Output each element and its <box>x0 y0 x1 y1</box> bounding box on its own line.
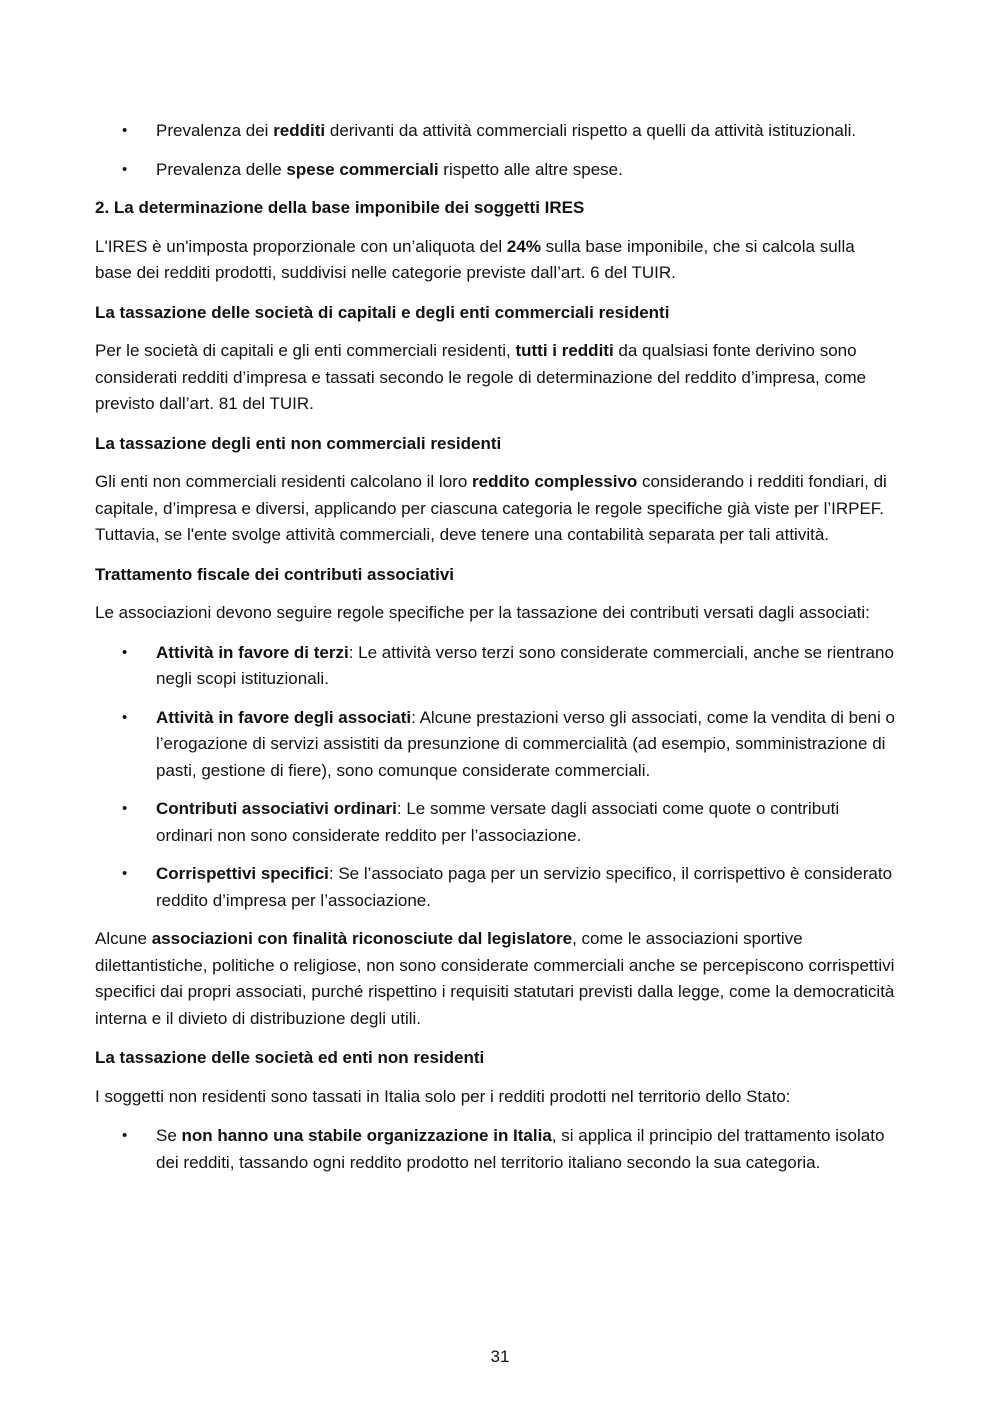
paragraph-bold: associazioni con finalità riconosciute dal legislatore <box>151 929 573 948</box>
paragraph <box>95 338 895 418</box>
criteria-list <box>95 118 895 183</box>
list-item-text-bold: Attività in favore degli associati <box>156 707 412 727</box>
bullet-icon: • <box>122 708 128 726</box>
list-item-text-post: : Le somme versate dagli associati come quote o contributi ordinari non sono considerate reddito per l’associazione. <box>156 799 840 845</box>
list-item-text-post: derivanti da attività commerciali rispetto a quelli da attività istituzionali. <box>325 121 857 140</box>
list-item-text-bold: Attività in favore di terzi <box>156 642 349 662</box>
contributi-list <box>95 640 895 915</box>
nonresidenti-list <box>95 1123 895 1176</box>
bullet-icon: • <box>122 1127 128 1144</box>
section-heading: 2. La determinazione della base imponibile dei soggetti IRES <box>95 198 585 217</box>
list-item <box>95 157 895 184</box>
paragraph-text: da qualsiasi fonte derivino sono considerati redditi d’impresa e tassati secondo le regole di determinazione del reddito d’impresa, come previsto dall’art. 81 del TUIR. <box>95 341 867 413</box>
paragraph-bold: tutti i redditi <box>515 341 614 360</box>
list-item <box>95 705 895 785</box>
paragraph <box>95 926 895 1032</box>
list-item <box>95 118 895 145</box>
subsection-heading: La tassazione delle società ed enti non residenti <box>95 1048 485 1067</box>
paragraph-text: Alcune <box>95 929 152 948</box>
list-item-text-post: rispetto alle altre spese. <box>438 159 623 179</box>
list-item <box>95 1123 895 1176</box>
list-item-text-post: : Alcune prestazioni verso gli associati, come la vendita di beni o l’erogazione di servizi assistiti da presunzione di commercialità (ad esempio, somministrazione di pasti, gestione di fiere), sono comunque considerate commerciali. <box>156 707 895 780</box>
paragraph-text: Gli enti non commerciali residenti calcolano il loro <box>95 472 472 491</box>
list-item-text-bold: non hanno una stabile organizzazione in Italia <box>181 1126 552 1145</box>
list-item-text-bold: Corrispettivi specifici <box>156 864 329 883</box>
paragraph: I soggetti non residenti sono tassati in Italia solo per i redditi prodotti nel territorio dello Stato: <box>95 1086 791 1106</box>
list-item-text-pre: Prevalenza delle <box>156 159 287 179</box>
paragraph-text: L'IRES è un'imposta proporzionale con un’aliquota del <box>95 236 507 256</box>
document-page <box>95 118 895 1188</box>
subsection-heading: La tassazione delle società di capitali e degli enti commerciali residenti <box>95 302 670 322</box>
bullet-icon: • <box>122 800 128 817</box>
paragraph-text: sulla base imponibile, che si calcola sulla base dei redditi prodotti, suddivisi nelle categorie previste dall’art. 6 del TUIR. <box>95 236 855 282</box>
list-item-text-bold: redditi <box>273 121 326 140</box>
paragraph-bold: reddito complessivo <box>472 472 638 491</box>
paragraph-text: Per le società di capitali e gli enti commerciali residenti, <box>95 341 516 360</box>
paragraph-text: considerando i redditi fondiari, di capitale, d’impresa e diversi, applicando per ciascuna categoria le regole specifiche già viste per l’IRPEF. Tuttavia, se l'ente svolge attività commerciali, deve tenere una contabilità separata per tali attività. <box>95 472 887 544</box>
list-item-text-post: : Le attività verso terzi sono considerate commerciali, anche se rientrano negli scopi istituzionali. <box>156 642 894 688</box>
list-item <box>95 861 895 914</box>
bullet-icon: • <box>122 160 128 178</box>
paragraph-bold: 24% <box>506 236 541 256</box>
list-item-text-pre: Prevalenza dei <box>156 121 274 140</box>
bullet-icon: • <box>122 122 128 139</box>
list-item-text-bold: spese commerciali <box>286 159 439 179</box>
list-item-text-pre: Se <box>156 1126 182 1145</box>
bullet-icon: • <box>122 643 128 661</box>
list-item-text-bold: Contributi associativi ordinari <box>156 799 397 818</box>
paragraph-text: , come le associazioni sportive dilettantistiche, politiche o religiose, non sono considerate commerciali anche se percepiscono corrispettivi specifici dai propri associati, purché rispettino i requisiti statutari previsti dalla legge, come la democraticità interna e il divieto di distribuzione degli utili. <box>95 929 895 1028</box>
bullet-icon: • <box>122 865 128 882</box>
paragraph <box>95 234 895 287</box>
paragraph: Le associazioni devono seguire regole specifiche per la tassazione dei contributi versati dagli associati: <box>95 603 870 622</box>
subsection-heading: Trattamento fiscale dei contributi associativi <box>95 564 454 584</box>
list-item <box>95 640 895 693</box>
list-item-text-post: , si applica il principio del trattamento isolato dei redditi, tassando ogni reddito prodotto nel territorio italiano secondo la sua categoria. <box>156 1126 885 1172</box>
subsection-heading: La tassazione degli enti non commerciali residenti <box>95 433 502 453</box>
list-item <box>95 796 895 849</box>
paragraph <box>95 469 895 549</box>
page-number: 31 <box>490 1347 510 1366</box>
list-item-text-post: : Se l’associato paga per un servizio specifico, il corrispettivo è considerato reddito d’impresa per l’associazione. <box>156 864 893 910</box>
